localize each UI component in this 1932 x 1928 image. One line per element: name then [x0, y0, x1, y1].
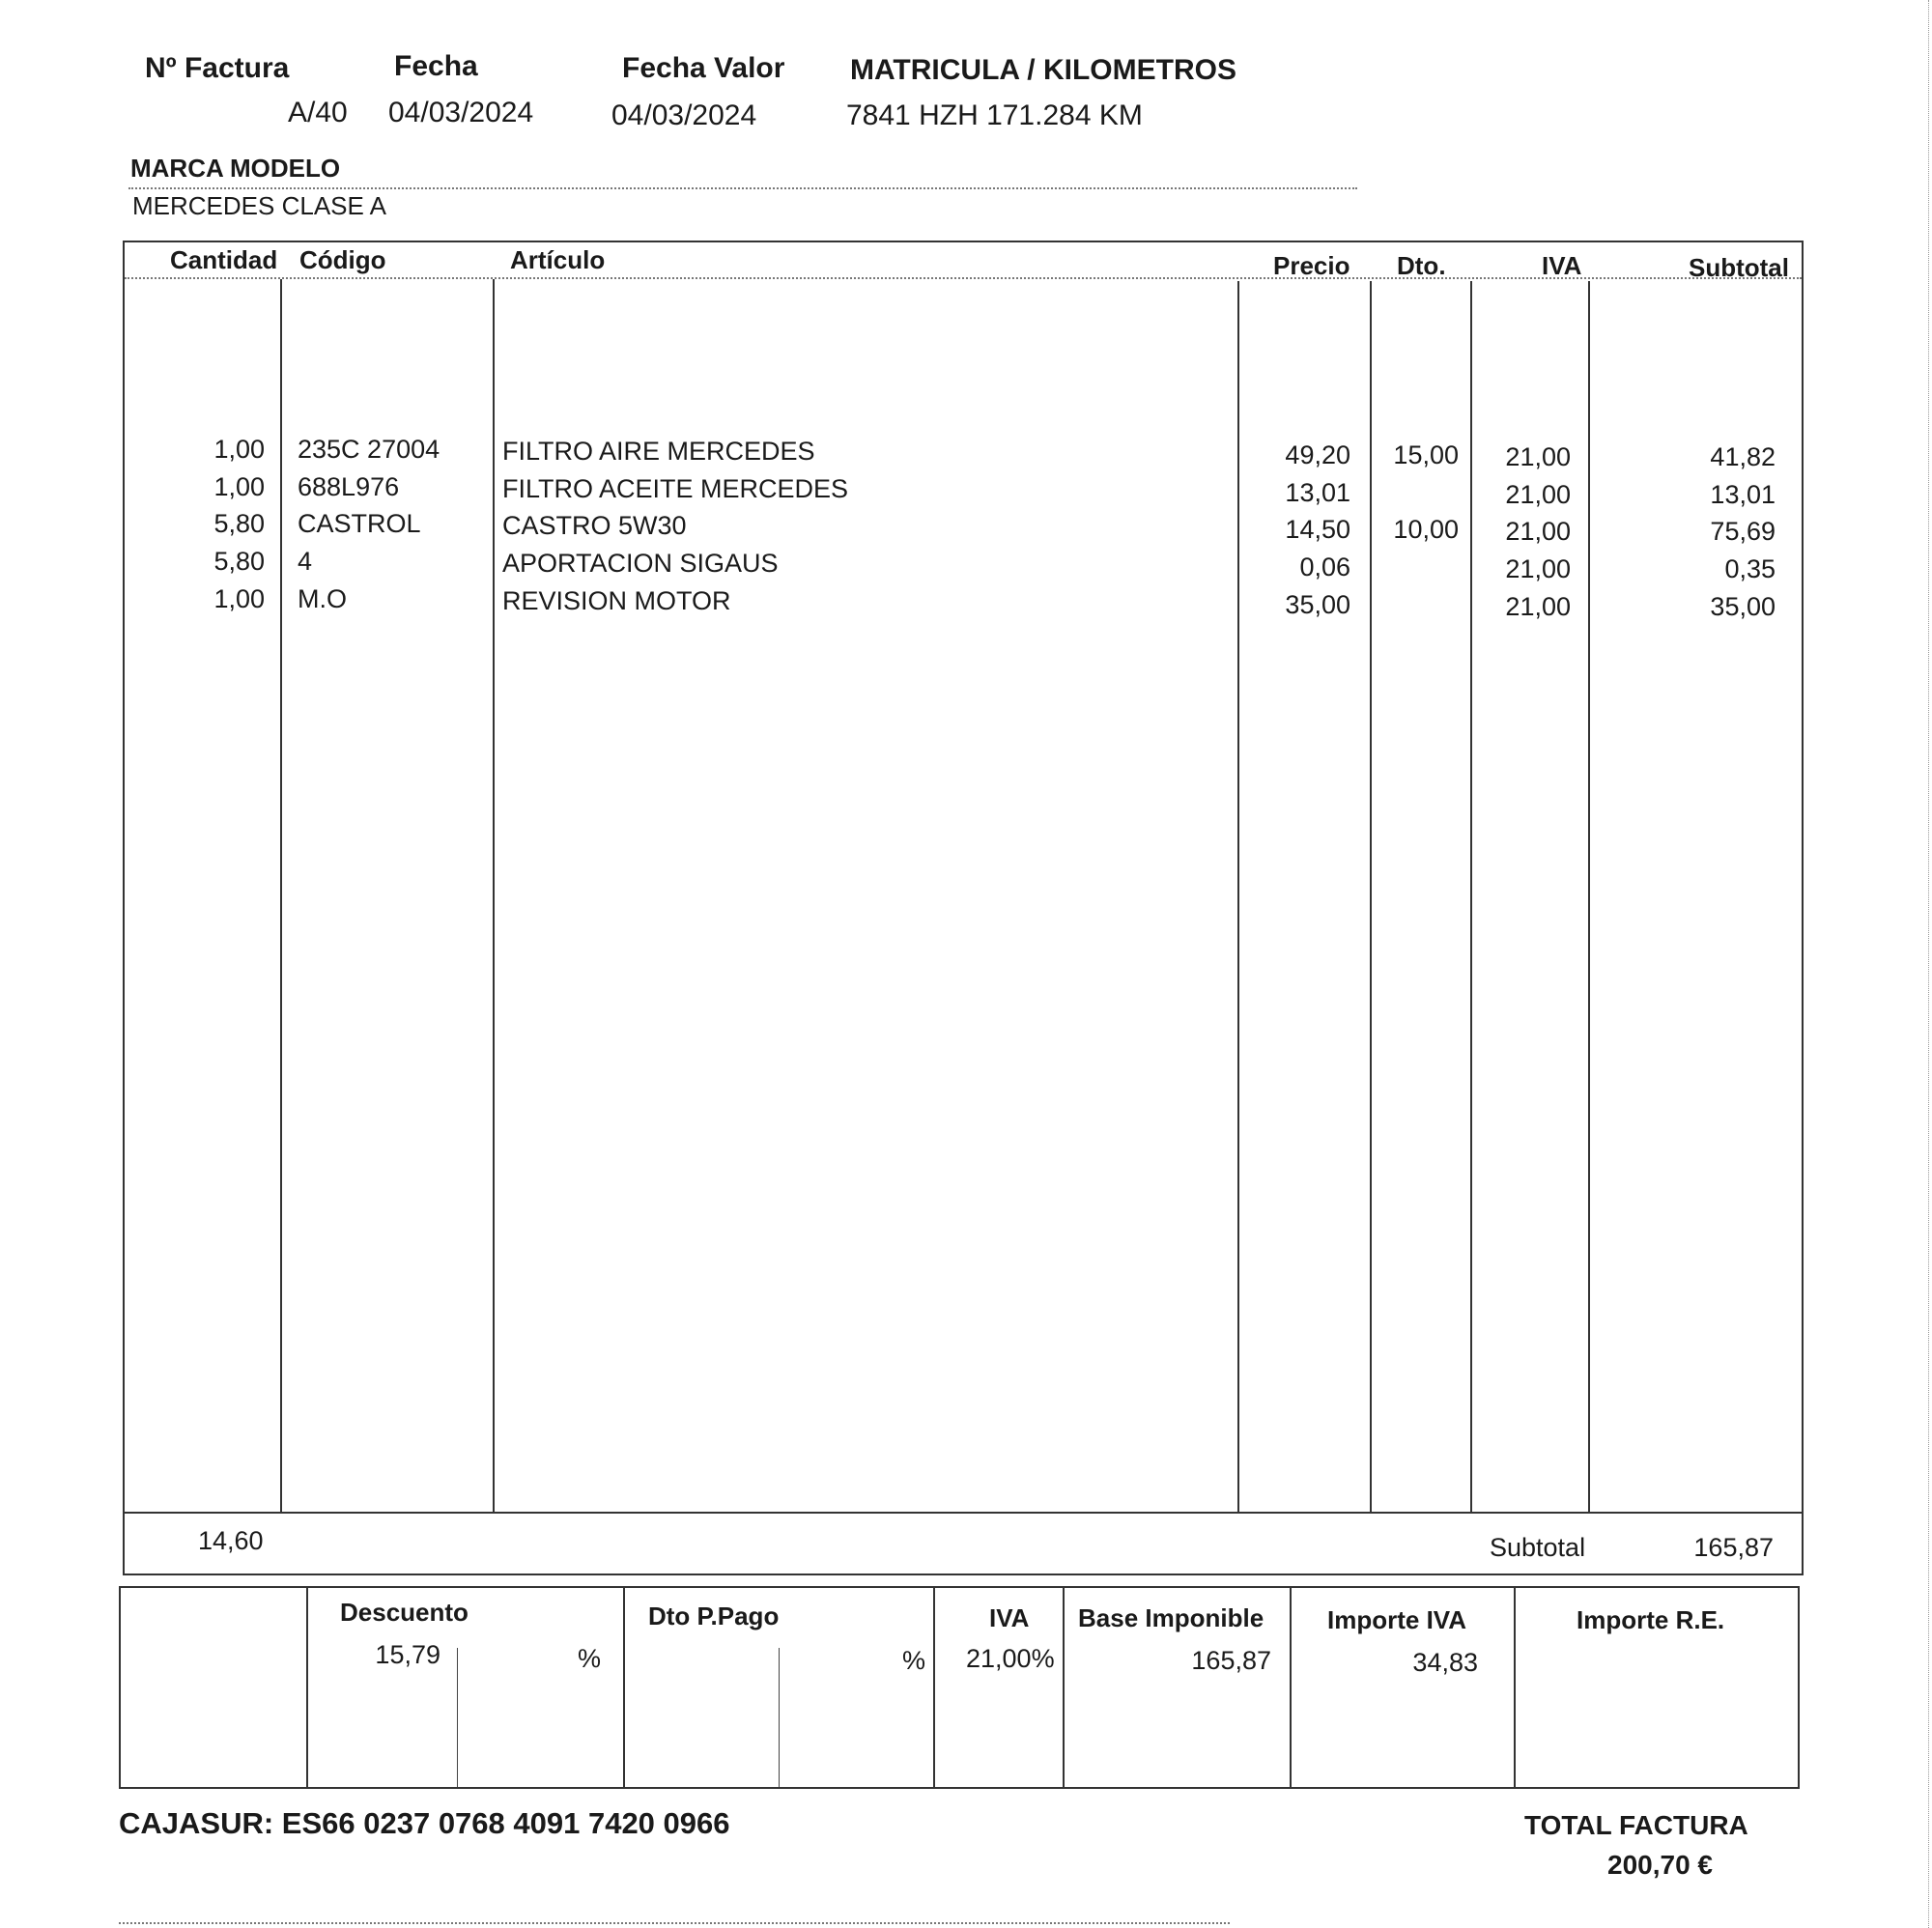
re-amount-label: Importe R.E.: [1577, 1605, 1725, 1634]
summary-sep-3: [933, 1588, 935, 1787]
vat-amount-label: Importe IVA: [1327, 1605, 1466, 1634]
row-code: 688L976: [298, 472, 400, 501]
col-sep-vat: [1588, 281, 1590, 1514]
plate-km-label: MATRICULA / KILOMETROS: [850, 54, 1236, 86]
row-subtotal: 0,35: [1724, 554, 1776, 583]
row-code: 235C 27004: [298, 435, 440, 464]
col-sep-code: [493, 279, 495, 1512]
taxable-base-label: Base Imponible: [1078, 1603, 1264, 1632]
col-sep-discount: [1470, 281, 1472, 1514]
row-item: FILTRO ACEITE MERCEDES: [502, 474, 849, 503]
col-header-discount: Dto.: [1397, 251, 1446, 280]
invoice-number: A/40: [288, 97, 348, 128]
row-price: 35,00: [1285, 590, 1350, 619]
prompt-pay-percent-sign: %: [902, 1646, 926, 1675]
right-edge-line: [1928, 0, 1929, 1928]
row-code: 4: [298, 547, 313, 576]
row-qty: 1,00: [213, 472, 265, 501]
col-header-qty: Cantidad: [170, 245, 278, 274]
row-qty: 1,00: [213, 435, 265, 464]
row-vat: 21,00: [1505, 592, 1571, 621]
col-sep-item: [1237, 281, 1239, 1514]
row-vat: 21,00: [1505, 480, 1571, 509]
vehicle-model: MERCEDES CLASE A: [132, 191, 386, 220]
row-qty: 5,80: [213, 547, 265, 576]
row-vat: 21,00: [1505, 554, 1571, 583]
row-qty: 5,80: [213, 509, 265, 538]
total-quantity: 14,60: [198, 1526, 264, 1555]
invoice-total-label: TOTAL FACTURA: [1524, 1810, 1748, 1840]
row-subtotal: 75,69: [1710, 517, 1776, 546]
row-code: M.O: [298, 584, 347, 613]
row-item: FILTRO AIRE MERCEDES: [502, 437, 815, 466]
bank-account: CAJASUR: ES66 0237 0768 4091 7420 0966: [119, 1806, 730, 1840]
row-discount: 10,00: [1393, 515, 1459, 544]
summary-sep-4: [1063, 1588, 1065, 1787]
vehicle-label: MARCA MODELO: [130, 154, 341, 183]
discount-value: 15,79: [375, 1640, 440, 1669]
date-label: Fecha: [394, 50, 478, 82]
row-vat: 21,00: [1505, 442, 1571, 471]
row-item: APORTACION SIGAUS: [502, 549, 779, 578]
col-header-price: Precio: [1273, 251, 1350, 280]
invoice-value-date: 04/03/2024: [611, 99, 757, 131]
row-code: CASTROL: [298, 509, 421, 538]
invoice-total-value: 200,70 €: [1607, 1850, 1713, 1880]
summary-sep-2: [623, 1588, 625, 1787]
summary-sep-2b: [779, 1648, 780, 1787]
row-subtotal: 35,00: [1710, 592, 1776, 621]
summary-sep-5: [1290, 1588, 1292, 1787]
vat-amount-value: 34,83: [1412, 1648, 1478, 1677]
col-header-item: Artículo: [510, 245, 606, 274]
row-subtotal: 41,82: [1710, 442, 1776, 471]
summary-sep-1b: [457, 1648, 458, 1787]
col-sep-qty: [280, 279, 282, 1512]
vat-rate-value: 21,00%: [966, 1644, 1055, 1673]
row-price: 0,06: [1299, 553, 1350, 581]
subtotal-label: Subtotal: [1490, 1533, 1586, 1562]
invoice-date: 04/03/2024: [388, 97, 534, 128]
row-item: REVISION MOTOR: [502, 586, 731, 615]
invoice-number-label: Nº Factura: [145, 52, 290, 84]
vat-rate-label: IVA: [989, 1603, 1030, 1632]
subtotal-value: 165,87: [1693, 1533, 1774, 1562]
prompt-pay-discount-label: Dto P.Pago: [648, 1602, 780, 1630]
row-subtotal: 13,01: [1710, 480, 1776, 509]
plate-km-value: 7841 HZH 171.284 KM: [846, 99, 1143, 131]
col-header-code: Código: [299, 245, 386, 274]
row-price: 13,01: [1285, 478, 1350, 507]
row-price: 14,50: [1285, 515, 1350, 544]
bottom-divider: [119, 1922, 1230, 1924]
discount-label: Descuento: [340, 1598, 469, 1627]
taxable-base-value: 165,87: [1191, 1646, 1271, 1675]
row-item: CASTRO 5W30: [502, 511, 687, 540]
value-date-label: Fecha Valor: [622, 52, 785, 84]
row-discount: 15,00: [1393, 440, 1459, 469]
row-qty: 1,00: [213, 584, 265, 613]
summary-sep-6: [1514, 1588, 1516, 1787]
col-header-vat: IVA: [1542, 251, 1582, 280]
vehicle-divider: [128, 187, 1357, 189]
discount-percent-sign: %: [578, 1644, 602, 1673]
row-vat: 21,00: [1505, 517, 1571, 546]
col-header-subtotal: Subtotal: [1689, 253, 1789, 282]
row-price: 49,20: [1285, 440, 1350, 469]
summary-sep-1: [306, 1588, 308, 1787]
table-footer-divider: [125, 1512, 1802, 1514]
